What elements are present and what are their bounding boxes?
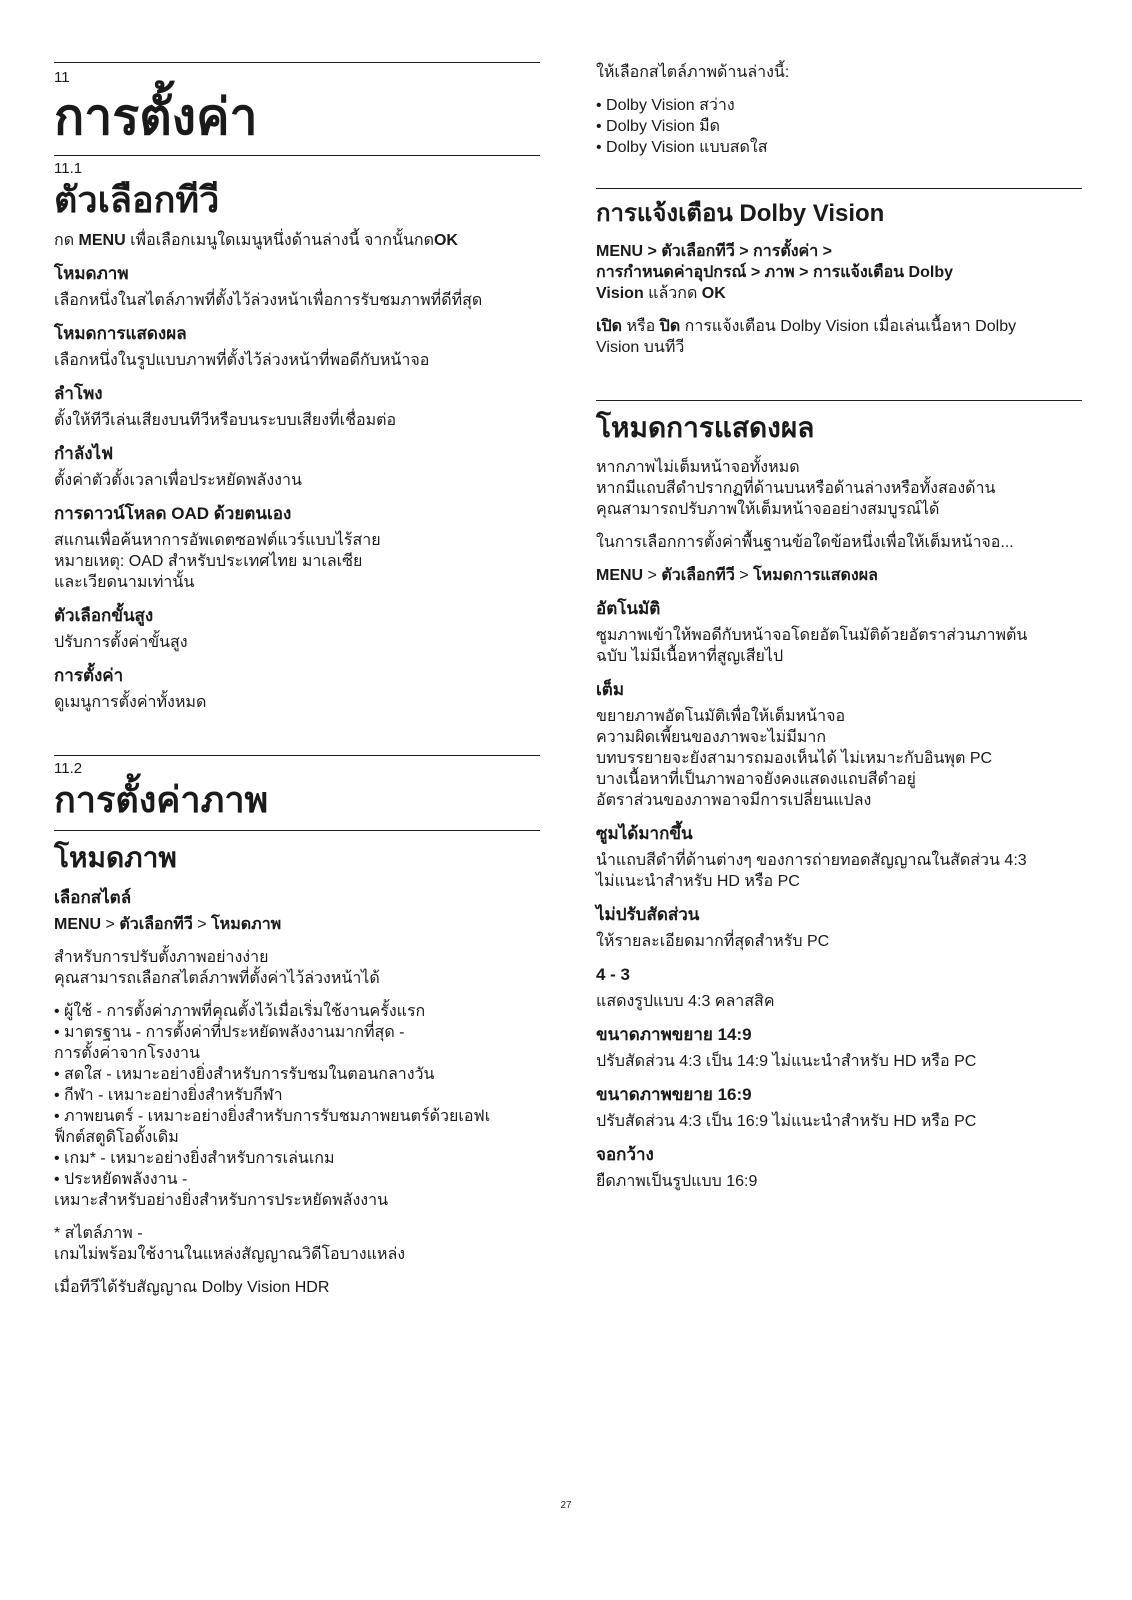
dolby-style-list	[596, 95, 1082, 158]
right-column	[596, 62, 1082, 1204]
list-item: • Dolby Vision แบบสดใส	[596, 139, 768, 156]
item-text	[54, 530, 540, 593]
path-step: Vision	[596, 285, 644, 302]
dolby-intro: เมื่อทีวีได้รับสัญญาณ Dolby Vision HDR	[54, 1279, 330, 1296]
subsection-rule	[596, 400, 1082, 401]
list-item: • สดใส - เหมาะอย่างยิ่งสำหรับการรับชมในตอนกลางวัน	[54, 1066, 435, 1083]
text-line: สำหรับการปรับตั้งภาพอย่างง่าย	[54, 949, 269, 966]
intro-text: เพื่อเลือกเมนูใดเมนูหนึ่งด้านล่างนี้ จากนั้นกด	[125, 232, 434, 249]
picture-style-note	[54, 1223, 540, 1265]
text-line: คุณสามารถเลือกสไตล์ภาพที่ตั้งค่าไว้ล่วงหน้าได้	[54, 970, 380, 987]
page-number: 27	[560, 1500, 572, 1511]
item-heading: การตั้งค่า	[54, 666, 124, 685]
intro-text: กด	[54, 232, 79, 249]
text-line: ความผิดเพี้ยนของภาพจะไม่มีมาก	[596, 729, 827, 746]
list-item: • มาตรฐาน - การตั้งค่าที่ประหยัดพลังงานมากที่สุด -	[54, 1024, 405, 1041]
item-text: เลือกหนึ่งในสไตล์ภาพที่ตั้งไว้ล่วงหน้าเพื่อการรับชมภาพที่ดีที่สุด	[54, 292, 483, 309]
path-step: โหมดการแสดงผล	[753, 567, 878, 584]
path-line	[596, 283, 1082, 304]
list-item: เหมาะสำหรับอย่างยิ่งสำหรับการประหยัดพลังงาน	[54, 1192, 389, 1209]
list-item: • เกม* - เหมาะอย่างยิ่งสำหรับการเล่นเกม	[54, 1150, 335, 1167]
item-heading: การดาวน์โหลด OAD ด้วยตนเอง	[54, 504, 292, 523]
picture-style-list	[54, 1001, 540, 1211]
list-item: • ประหยัดพลังงาน -	[54, 1171, 188, 1188]
text-line: ขยายภาพอัตโนมัติเพื่อให้เต็มหน้าจอ	[596, 708, 846, 725]
item-heading: กำลังไฟ	[54, 444, 114, 463]
option-heading: ไม่ปรับสัดส่วน	[596, 905, 700, 924]
dolby-select: ให้เลือกสไตล์ภาพด้านล่างนี้:	[596, 64, 790, 81]
option-heading: ขนาดภาพขยาย 16:9	[596, 1085, 752, 1104]
option-heading: จอกว้าง	[596, 1145, 654, 1164]
section-title: ตัวเลือกทีวี	[54, 179, 220, 220]
item-heading: โหมดภาพ	[54, 264, 129, 283]
subsection-rule	[596, 188, 1082, 189]
subsection-title: โหมดการแสดงผล	[596, 412, 815, 443]
spacer	[54, 725, 540, 755]
chapter-title: การตั้งค่า	[54, 89, 258, 145]
path-line: MENU > ตัวเลือกทีวี > การตั้งค่า >	[596, 243, 832, 260]
display-mode-intro2: ในการเลือกการตั้งค่าพื้นฐานข้อใดข้อหนึ่งเพื่อให้เต็มหน้าจอ...	[596, 534, 1014, 551]
picture-mode-intro	[54, 947, 540, 989]
display-mode-intro	[596, 457, 1082, 520]
option-heading: 4 - 3	[596, 965, 631, 984]
text-line: และเวียดนามเท่านั้น	[54, 574, 195, 591]
left-column	[54, 62, 540, 1310]
option-text	[596, 706, 1082, 811]
item-heading: โหมดการแสดงผล	[54, 324, 187, 343]
text-line: บางเนื้อหาที่เป็นภาพอาจยังคงแสดงแถบสีดำอยู่	[596, 771, 916, 788]
subsection-title: โหมดภาพ	[54, 842, 177, 873]
dolby-notification-desc	[596, 316, 1082, 358]
text-line: Vision บนทีวี	[596, 339, 685, 356]
list-item: • ภาพยนตร์ - เหมาะอย่างยิ่งสำหรับการรับชมภาพยนตร์ด้วยเอฟเ	[54, 1108, 491, 1125]
section-number: 11.2	[54, 760, 83, 777]
text-line: คุณสามารถปรับภาพให้เต็มหน้าจออย่างสมบูรณ์ได้	[596, 501, 940, 518]
text: การแจ้งเตือน Dolby Vision เมื่อเล่นเนื้อหา Dolby	[680, 318, 1017, 335]
option-heading: ซูมได้มากขึ้น	[596, 824, 693, 843]
item-text: ปรับการตั้งค่าขั้นสูง	[54, 634, 188, 651]
subsection-title: การแจ้งเตือน Dolby Vision	[596, 200, 885, 227]
item-heading: เลือกสไตล์	[54, 888, 132, 907]
path-text: แล้วกด	[643, 285, 702, 302]
text-line: หมายเหตุ: OAD สำหรับประเทศไทย มาเลเซีย	[54, 553, 363, 570]
option-heading: เต็ม	[596, 680, 625, 699]
ok-key: OK	[701, 285, 726, 302]
option-heading: อัตโนมัติ	[596, 599, 661, 618]
on-label: เปิด	[596, 318, 623, 335]
text-line: * สไตล์ภาพ -	[54, 1225, 143, 1242]
item-text: เลือกหนึ่งในรูปแบบภาพที่ตั้งไว้ล่วงหน้าที่พอดีกับหน้าจอ	[54, 352, 430, 369]
text-line: อัตราส่วนของภาพอาจมีการเปลี่ยนแปลง	[596, 792, 872, 809]
text-line: ซูมภาพเข้าให้พอดีกับหน้าจอโดยอัตโนมัติด้วยอัตราส่วนภาพต้น	[596, 627, 1028, 644]
tv-options-intro	[54, 230, 540, 251]
chapter-number: 11	[54, 69, 70, 86]
text-line: หากภาพไม่เต็มหน้าจอทั้งหมด	[596, 459, 800, 476]
text-line: เกมไม่พร้อมใช้งานในแหล่งสัญญาณวิดีโอบางแหล่ง	[54, 1246, 406, 1263]
section-title: การตั้งค่าภาพ	[54, 779, 269, 820]
ok-key: OK	[433, 232, 458, 249]
item-heading: ตัวเลือกขั้นสูง	[54, 606, 154, 625]
list-item: • ผู้ใช้ - การตั้งค่าภาพที่คุณตั้งไว้เมื่อเริ่มใช้งานครั้งแรก	[54, 1003, 426, 1020]
item-heading: ลำโพง	[54, 384, 103, 403]
off-label: ปิด	[659, 318, 681, 335]
option-text	[596, 850, 1082, 892]
path-line: การกำหนดค่าอุปกรณ์ > ภาพ > การแจ้งเตือน Dolby	[596, 264, 953, 281]
option-text: ปรับสัดส่วน 4:3 เป็น 16:9 ไม่แนะนำสำหรับ HD หรือ PC	[596, 1113, 977, 1130]
path-step: MENU	[54, 916, 102, 933]
path-step: ตัวเลือกทีวี	[661, 567, 735, 584]
text-line: นำแถบสีดำที่ด้านต่างๆ ของการถ่ายทอดสัญญาณในสัดส่วน 4:3	[596, 852, 1027, 869]
menu-path: MENU > ตัวเลือกทีวี > โหมดภาพ	[54, 916, 282, 933]
option-text: ปรับสัดส่วน 4:3 เป็น 14:9 ไม่แนะนำสำหรับ HD หรือ PC	[596, 1053, 977, 1070]
chapter-rule	[54, 62, 540, 63]
list-item: • กีฬา - เหมาะอย่างยิ่งสำหรับกีฬา	[54, 1087, 283, 1104]
path-step: โหมดภาพ	[211, 916, 282, 933]
list-item: ฟ็กต์สตูดิโอดั้งเดิม	[54, 1129, 179, 1146]
text-line: สแกนเพื่อค้นหาการอัพเดตซอฟต์แวร์แบบไร้สาย	[54, 532, 381, 549]
item-text: ตั้งค่าตัวตั้งเวลาเพื่อประหยัดพลังงาน	[54, 472, 302, 489]
menu-path	[596, 241, 1082, 304]
menu-key: MENU	[78, 232, 126, 249]
item-text: ดูเมนูการตั้งค่าทั้งหมด	[54, 694, 207, 711]
text-line: บทบรรยายจะยังสามารถมองเห็นได้ ไม่เหมาะกับอินพุต PC	[596, 750, 993, 767]
menu-path: MENU > ตัวเลือกทีวี > โหมดการแสดงผล	[596, 567, 878, 584]
path-step: MENU	[596, 567, 644, 584]
section-number: 11.1	[54, 160, 83, 177]
text-line: ไม่แนะนำสำหรับ HD หรือ PC	[596, 873, 800, 890]
list-item: การตั้งค่าจากโรงงาน	[54, 1045, 200, 1062]
option-heading: ขนาดภาพขยาย 14:9	[596, 1025, 752, 1044]
item-text: ตั้งให้ทีวีเล่นเสียงบนทีวีหรือบนระบบเสียงที่เชื่อมต่อ	[54, 412, 397, 429]
option-text	[596, 625, 1082, 667]
list-item: • Dolby Vision สว่าง	[596, 97, 735, 114]
section-rule	[54, 755, 540, 756]
text-line	[596, 316, 1082, 337]
list-item: • Dolby Vision มืด	[596, 118, 721, 135]
path-step: ตัวเลือกทีวี	[119, 916, 193, 933]
section-rule	[54, 155, 540, 156]
subsection-rule	[54, 830, 540, 831]
text-line: ฉบับ ไม่มีเนื้อหาที่สูญเสียไป	[596, 648, 784, 665]
option-text: ให้รายละเอียดมากที่สุดสำหรับ PC	[596, 933, 830, 950]
text-line: หากมีแถบสีดำปรากฏที่ด้านบนหรือด้านล่างหรือทั้งสองด้าน	[596, 480, 996, 497]
option-text: แสดงรูปแบบ 4:3 คลาสสิค	[596, 993, 775, 1010]
text: หรือ	[622, 318, 660, 335]
option-text: ยืดภาพเป็นรูปแบบ 16:9	[596, 1173, 758, 1190]
